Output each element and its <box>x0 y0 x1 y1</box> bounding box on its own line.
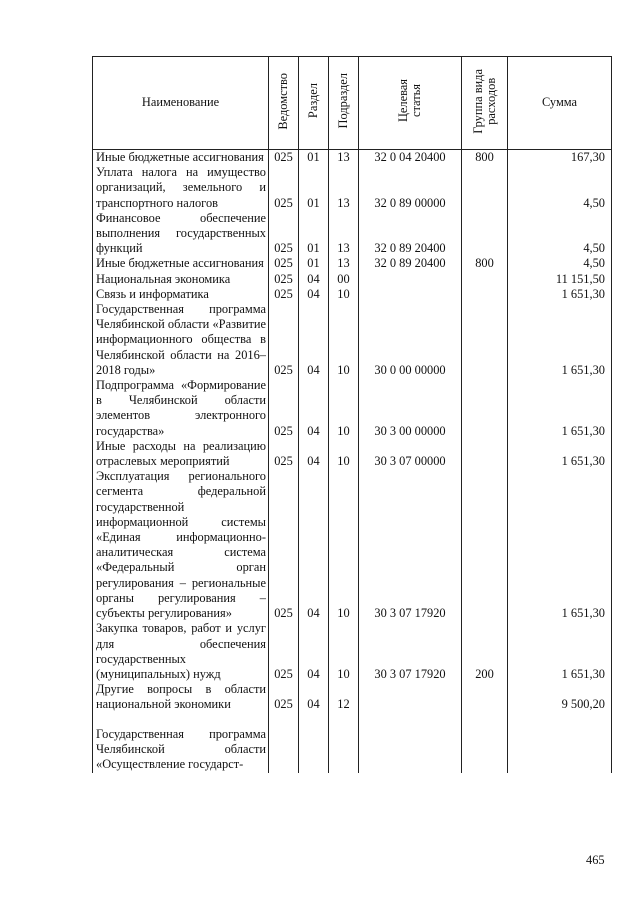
row-name: Другие вопросы в области национальной экономики <box>93 682 269 712</box>
budget-table <box>92 56 612 773</box>
row-razdel: 04 <box>299 469 329 621</box>
row-razdel: 04 <box>299 302 329 378</box>
row-celevaya-statya: 32 0 89 20400 <box>359 256 462 271</box>
row-name: Финансовое обеспечение выполнения государственных функций <box>93 211 269 257</box>
row-razdel: 04 <box>299 287 329 302</box>
row-vedomstvo: 025 <box>269 621 299 682</box>
row-name: Закупка товаров, работ и услуг для обеспечения государственных (муниципальных) нужд <box>93 621 269 682</box>
header-vedomstvo <box>269 57 299 150</box>
table-row <box>93 287 612 302</box>
row-summa: 1 651,30 <box>508 287 612 302</box>
row-name: Государственная программа Челябинской области «Развитие информационного общества в Челябинской области на 2016–2018 годы» <box>93 302 269 378</box>
row-name: Подпрограмма «Формирование в Челябинской области элементов электронного государства» <box>93 378 269 439</box>
row-podrazdel: 12 <box>329 682 359 712</box>
row-name: Эксплуатация регионального сегмента федеральной государственной информационной системы «Единая информационно-аналитическая система «Федеральный орган регулирования – региональные органы регулирования – субъекты регулирования» <box>93 469 269 621</box>
row-razdel: 04 <box>299 682 329 712</box>
row-vedomstvo: 025 <box>269 302 299 378</box>
row-summa: 4,50 <box>508 165 612 211</box>
header-name: Наименование <box>93 57 269 150</box>
table-row <box>93 621 612 682</box>
row-name: Иные расходы на реализацию отраслевых мероприятий <box>93 439 269 469</box>
row-gruppa-vida-rashodov <box>462 378 508 439</box>
row-celevaya-statya <box>359 713 462 773</box>
row-vedomstvo: 025 <box>269 150 299 166</box>
row-podrazdel: 10 <box>329 287 359 302</box>
table-row <box>93 682 612 712</box>
row-vedomstvo: 025 <box>269 682 299 712</box>
header-podrazdel-text: Подраздел <box>336 73 350 129</box>
row-gruppa-vida-rashodov <box>462 211 508 257</box>
row-summa: 4,50 <box>508 211 612 257</box>
row-podrazdel: 13 <box>329 150 359 166</box>
row-podrazdel: 10 <box>329 469 359 621</box>
row-podrazdel: 10 <box>329 378 359 439</box>
row-celevaya-statya <box>359 287 462 302</box>
row-vedomstvo: 025 <box>269 165 299 211</box>
row-vedomstvo: 025 <box>269 469 299 621</box>
row-celevaya-statya: 30 3 07 17920 <box>359 469 462 621</box>
header-vedomstvo-text: Ведомство <box>276 72 290 130</box>
row-podrazdel: 13 <box>329 211 359 257</box>
row-vedomstvo: 025 <box>269 272 299 287</box>
row-gruppa-vida-rashodov <box>462 287 508 302</box>
row-name: Национальная экономика <box>93 272 269 287</box>
row-summa: 1 651,30 <box>508 621 612 682</box>
table-header-row <box>93 57 612 150</box>
row-vedomstvo <box>269 713 299 773</box>
row-vedomstvo: 025 <box>269 287 299 302</box>
row-vedomstvo: 025 <box>269 378 299 439</box>
table-row <box>93 378 612 439</box>
row-celevaya-statya: 30 0 00 00000 <box>359 302 462 378</box>
row-gruppa-vida-rashodov: 200 <box>462 621 508 682</box>
table-row <box>93 469 612 621</box>
row-name: Иные бюджетные ассигнования <box>93 256 269 271</box>
row-podrazdel: 13 <box>329 165 359 211</box>
row-celevaya-statya: 32 0 04 20400 <box>359 150 462 166</box>
row-razdel: 01 <box>299 165 329 211</box>
row-podrazdel: 10 <box>329 621 359 682</box>
row-podrazdel: 13 <box>329 256 359 271</box>
row-gruppa-vida-rashodov <box>462 439 508 469</box>
row-gruppa-vida-rashodov <box>462 165 508 211</box>
row-name: Государственная программа Челябинской области «Осуществление государст- <box>93 713 269 773</box>
row-name: Иные бюджетные ассигнования <box>93 150 269 166</box>
row-razdel: 01 <box>299 211 329 257</box>
row-podrazdel: 00 <box>329 272 359 287</box>
header-razdel <box>299 57 329 150</box>
table-row <box>93 302 612 378</box>
row-gruppa-vida-rashodov <box>462 713 508 773</box>
row-razdel <box>299 713 329 773</box>
row-razdel: 04 <box>299 621 329 682</box>
row-razdel: 04 <box>299 378 329 439</box>
row-gruppa-vida-rashodov <box>462 272 508 287</box>
row-razdel: 04 <box>299 439 329 469</box>
row-name: Связь и информатика <box>93 287 269 302</box>
row-celevaya-statya <box>359 272 462 287</box>
row-gruppa-vida-rashodov: 800 <box>462 150 508 166</box>
row-celevaya-statya: 30 3 00 00000 <box>359 378 462 439</box>
row-vedomstvo: 025 <box>269 256 299 271</box>
header-razdel-text: Раздел <box>306 83 320 119</box>
row-summa: 1 651,30 <box>508 302 612 378</box>
row-summa <box>508 713 612 773</box>
row-podrazdel: 10 <box>329 302 359 378</box>
row-gruppa-vida-rashodov: 800 <box>462 256 508 271</box>
table-row <box>93 165 612 211</box>
row-summa: 167,30 <box>508 150 612 166</box>
row-summa: 11 151,50 <box>508 272 612 287</box>
row-summa: 1 651,30 <box>508 378 612 439</box>
row-celevaya-statya: 32 0 89 20400 <box>359 211 462 257</box>
row-celevaya-statya: 30 3 07 00000 <box>359 439 462 469</box>
row-summa: 1 651,30 <box>508 439 612 469</box>
row-summa: 1 651,30 <box>508 469 612 621</box>
row-celevaya-statya: 32 0 89 00000 <box>359 165 462 211</box>
row-razdel: 04 <box>299 272 329 287</box>
table-row <box>93 256 612 271</box>
header-summa: Сумма <box>508 57 612 150</box>
header-celevaya-statya-text: Целевая статья <box>396 79 423 123</box>
row-celevaya-statya: 30 3 07 17920 <box>359 621 462 682</box>
row-vedomstvo: 025 <box>269 439 299 469</box>
row-summa: 9 500,20 <box>508 682 612 712</box>
table-row <box>93 211 612 257</box>
table-row <box>93 439 612 469</box>
header-podrazdel <box>329 57 359 150</box>
page-number: 465 <box>586 853 605 867</box>
row-gruppa-vida-rashodov <box>462 302 508 378</box>
row-razdel: 01 <box>299 150 329 166</box>
table-row <box>93 713 612 773</box>
row-gruppa-vida-rashodov <box>462 682 508 712</box>
row-summa: 4,50 <box>508 256 612 271</box>
table-row <box>93 150 612 166</box>
row-podrazdel: 10 <box>329 439 359 469</box>
row-celevaya-statya <box>359 682 462 712</box>
row-gruppa-vida-rashodov <box>462 469 508 621</box>
header-celevaya-statya <box>359 57 462 150</box>
header-gruppa-vida-rashodov-text: Группа вида расходов <box>470 68 498 134</box>
row-podrazdel <box>329 713 359 773</box>
header-gruppa-vida-rashodov <box>462 57 508 150</box>
table-row <box>93 272 612 287</box>
row-name: Уплата налога на имущество организаций, земельного и транспортного налогов <box>93 165 269 211</box>
row-razdel: 01 <box>299 256 329 271</box>
row-vedomstvo: 025 <box>269 211 299 257</box>
